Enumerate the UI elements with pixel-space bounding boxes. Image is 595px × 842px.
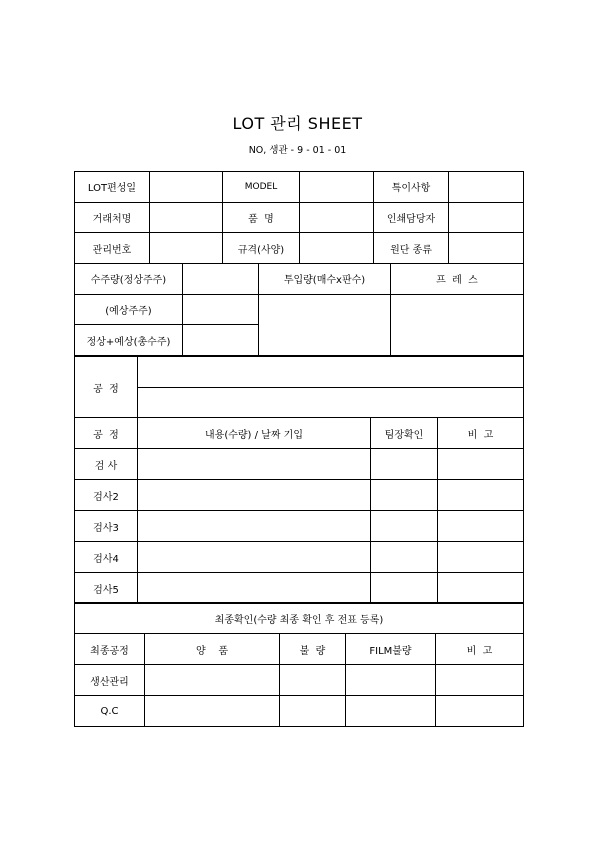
inspection-remarks-field[interactable] xyxy=(438,480,524,511)
header-content: 내용(수량) / 날짜 기입 xyxy=(138,418,371,449)
field-client[interactable] xyxy=(150,202,223,233)
label-notes: 특이사항 xyxy=(374,172,449,203)
inspection-row-label: 검 사 xyxy=(75,449,138,480)
final-good-field[interactable] xyxy=(145,665,280,696)
inspection-content-field[interactable] xyxy=(138,480,371,511)
label-order-qty: 수주량(정상주주) xyxy=(75,264,183,295)
final-columns-row xyxy=(75,634,524,665)
inspection-remarks-field[interactable] xyxy=(438,573,524,604)
final-check-table xyxy=(74,602,524,727)
label-model: MODEL xyxy=(223,172,300,203)
process-row-2 xyxy=(75,387,524,418)
final-good-field[interactable] xyxy=(145,696,280,727)
info-row-3 xyxy=(75,233,524,264)
inspection-content-field[interactable] xyxy=(138,449,371,480)
final-defect-field[interactable] xyxy=(280,696,346,727)
inspection-table xyxy=(74,417,524,604)
inspection-team-lead-field[interactable] xyxy=(371,449,438,480)
label-press: 프 레 스 xyxy=(391,264,524,295)
header-process: 공 정 xyxy=(75,418,138,449)
inspection-content-field[interactable] xyxy=(138,511,371,542)
process-row-1 xyxy=(75,357,524,388)
inspection-row xyxy=(75,480,524,511)
label-expected: (예상주주) xyxy=(75,294,183,325)
label-item-name: 품 명 xyxy=(223,202,300,233)
header-final-process: 최종공정 xyxy=(75,634,145,665)
field-process-1[interactable] xyxy=(138,357,524,388)
field-mgmt-no[interactable] xyxy=(150,233,223,264)
field-notes[interactable] xyxy=(449,172,524,203)
header-defect: 불 량 xyxy=(280,634,346,665)
final-remarks-field[interactable] xyxy=(436,665,524,696)
final-film-defect-field[interactable] xyxy=(346,665,436,696)
final-row-label: 생산관리 xyxy=(75,665,145,696)
label-process: 공 정 xyxy=(75,357,138,418)
label-mgmt-no: 관리번호 xyxy=(75,233,150,264)
quantity-header-row xyxy=(75,264,524,295)
final-defect-field[interactable] xyxy=(280,665,346,696)
inspection-team-lead-field[interactable] xyxy=(371,480,438,511)
final-film-defect-field[interactable] xyxy=(346,696,436,727)
field-model[interactable] xyxy=(300,172,374,203)
header-team-lead: 팀장확인 xyxy=(371,418,438,449)
inspection-row xyxy=(75,542,524,573)
document-title: LOT 관리 SHEET xyxy=(232,114,363,133)
final-row xyxy=(75,696,524,727)
inspection-row-label: 검사3 xyxy=(75,511,138,542)
info-row-2 xyxy=(75,202,524,233)
inspection-remarks-field[interactable] xyxy=(438,449,524,480)
info-table xyxy=(74,171,524,264)
final-row-label: Q.C xyxy=(75,696,145,727)
document-number: NO, 생관 - 9 - 01 - 01 xyxy=(248,145,347,156)
inspection-remarks-field[interactable] xyxy=(438,542,524,573)
inspection-row-label: 검사4 xyxy=(75,542,138,573)
field-item-name[interactable] xyxy=(300,202,374,233)
field-input-qty[interactable] xyxy=(259,294,391,355)
inspection-content-field[interactable] xyxy=(138,542,371,573)
inspection-header-row xyxy=(75,418,524,449)
field-paper-type[interactable] xyxy=(449,233,524,264)
header-film-defect: FILM불량 xyxy=(346,634,436,665)
label-spec: 규격(사양) xyxy=(223,233,300,264)
field-expected[interactable] xyxy=(183,294,259,325)
inspection-row-label: 검사2 xyxy=(75,480,138,511)
label-total: 정상+예상(총수주) xyxy=(75,325,183,356)
header-remarks: 비 고 xyxy=(438,418,524,449)
header-final-remarks: 비 고 xyxy=(436,634,524,665)
inspection-team-lead-field[interactable] xyxy=(371,573,438,604)
quantity-table xyxy=(74,263,524,356)
field-order-qty[interactable] xyxy=(183,264,259,295)
label-input-qty: 투입량(매수x판수) xyxy=(259,264,391,295)
field-spec[interactable] xyxy=(300,233,374,264)
final-title-row xyxy=(75,603,524,634)
quantity-expected-row xyxy=(75,294,524,325)
info-row-1 xyxy=(75,172,524,203)
inspection-team-lead-field[interactable] xyxy=(371,511,438,542)
field-process-2[interactable] xyxy=(138,387,524,418)
label-print-manager: 인쇄담당자 xyxy=(374,202,449,233)
inspection-remarks-field[interactable] xyxy=(438,511,524,542)
inspection-row-label: 검사5 xyxy=(75,573,138,604)
inspection-content-field[interactable] xyxy=(138,573,371,604)
inspection-row xyxy=(75,511,524,542)
final-remarks-field[interactable] xyxy=(436,696,524,727)
field-press[interactable] xyxy=(391,294,524,355)
label-client: 거래처명 xyxy=(75,202,150,233)
inspection-row xyxy=(75,573,524,604)
final-row xyxy=(75,665,524,696)
inspection-team-lead-field[interactable] xyxy=(371,542,438,573)
inspection-row xyxy=(75,449,524,480)
process-table xyxy=(74,356,524,418)
field-print-manager[interactable] xyxy=(449,202,524,233)
header-good: 양 품 xyxy=(145,634,280,665)
label-paper-type: 원단 종류 xyxy=(374,233,449,264)
label-lot-date: LOT편성일 xyxy=(75,172,150,203)
field-total[interactable] xyxy=(183,325,259,356)
final-check-header: 최종확인(수량 최종 확인 후 전표 등록) xyxy=(75,603,524,634)
field-lot-date[interactable] xyxy=(150,172,223,203)
